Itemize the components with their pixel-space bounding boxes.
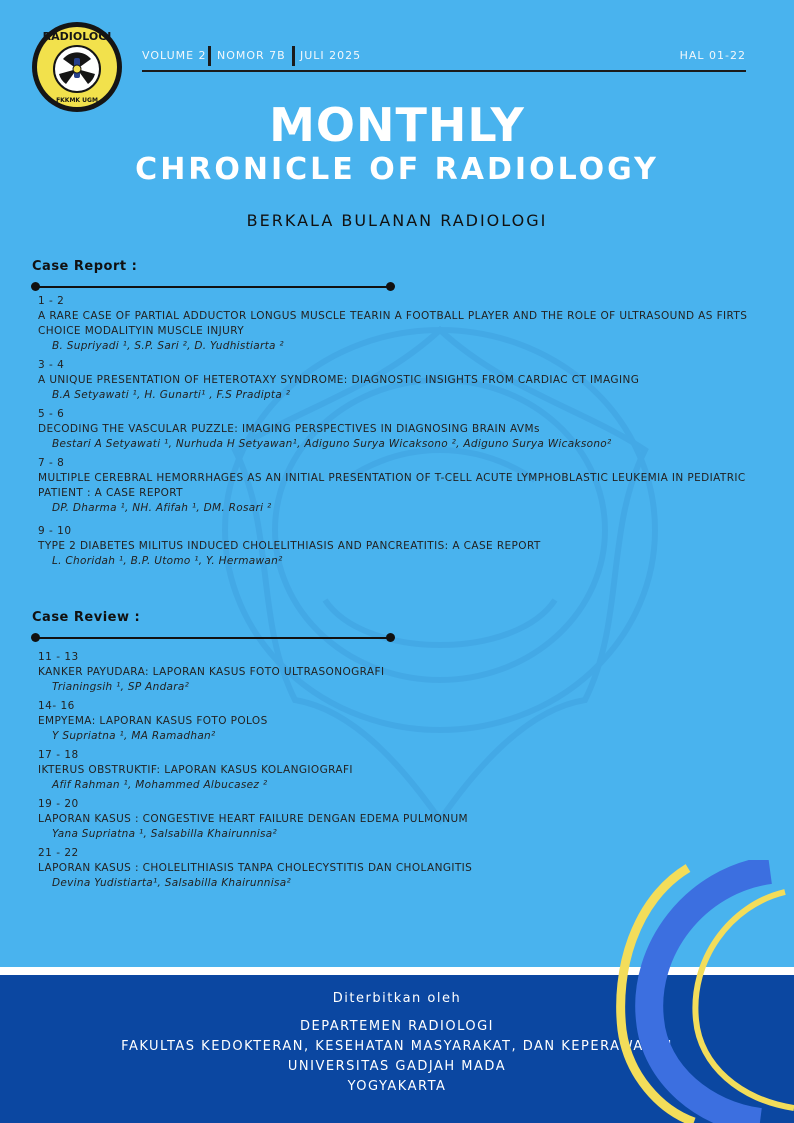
toc-pages: 11 - 13 <box>38 651 79 663</box>
toc-entry[interactable] <box>38 407 758 452</box>
svg-text:RADIOLOGI: RADIOLOGI <box>42 30 112 43</box>
toc-title: A UNIQUE PRESENTATION OF HETEROTAXY SYNDROME: DIAGNOSTIC INSIGHTS FROM CARDIAC CT IMAGING <box>38 374 640 386</box>
toc-authors: Yana Supriatna ¹, Salsabilla Khairunnisa² <box>52 828 278 840</box>
rule-dot <box>386 282 395 291</box>
case-review-heading: Case Review : <box>32 610 141 625</box>
rule-dot <box>31 633 40 642</box>
toc-title: EMPYEMA: LAPORAN KASUS FOTO POLOS <box>38 715 268 727</box>
toc-authors: Trianingsih ¹, SP Andara² <box>52 681 190 693</box>
volume-label: VOLUME 2 <box>142 49 207 62</box>
publisher-faculty: FAKULTAS KEDOKTERAN, KESEHATAN MASYARAKAT, DAN KEPERAWATAN <box>121 1039 673 1054</box>
journal-title-line2: CHRONICLE OF RADIOLOGY <box>135 152 659 187</box>
toc-pages: 14- 16 <box>38 700 75 712</box>
rule-dot <box>31 282 40 291</box>
toc-entry[interactable] <box>38 456 758 516</box>
section-rule <box>34 637 390 639</box>
decorative-arcs <box>610 860 794 1123</box>
toc-authors: DP. Dharma ¹, NH. Afifah ¹, DM. Rosari ² <box>52 502 272 514</box>
toc-authors: L. Choridah ¹, B.P. Utomo ¹, Y. Hermawan² <box>52 555 283 567</box>
toc-entry[interactable] <box>38 294 758 354</box>
header-rule <box>142 70 746 72</box>
toc-title: LAPORAN KASUS : CHOLELITHIASIS TANPA CHOLECYSTITIS DAN CHOLANGITIS <box>38 862 473 874</box>
toc-pages: 19 - 20 <box>38 798 79 810</box>
case-review-list <box>38 650 758 895</box>
publisher-department: DEPARTEMEN RADIOLOGI <box>299 1019 495 1034</box>
publisher-city: YOGYAKARTA <box>347 1079 447 1094</box>
toc-pages: 7 - 8 <box>38 457 65 469</box>
toc-entry[interactable] <box>38 699 758 744</box>
toc-authors: Bestari A Setyawati ¹, Nurhuda H Setyawan¹, Adiguno Surya Wicaksono ², Adiguno Surya Wicaksono² <box>52 438 612 450</box>
toc-pages: 21 - 22 <box>38 847 79 859</box>
toc-title: LAPORAN KASUS : CONGESTIVE HEART FAILURE DENGAN EDEMA PULMONUM <box>38 813 469 825</box>
issue-date: JULI 2025 <box>300 49 362 62</box>
toc-pages: 9 - 10 <box>38 525 72 537</box>
toc-pages: 5 - 6 <box>38 408 65 420</box>
toc-title: TYPE 2 DIABETES MILITUS INDUCED CHOLELITHIASIS AND PANCREATITIS: A CASE REPORT <box>38 540 541 552</box>
rule-dot <box>386 633 395 642</box>
page-range: HAL 01-22 <box>679 49 746 62</box>
toc-entry[interactable] <box>38 524 758 569</box>
toc-pages: 3 - 4 <box>38 359 65 371</box>
publisher-university: UNIVERSITAS GADJAH MADA <box>287 1059 507 1074</box>
case-report-heading: Case Report : <box>32 259 138 274</box>
case-report-list <box>38 294 758 573</box>
toc-entry[interactable] <box>38 358 758 403</box>
toc-title: DECODING THE VASCULAR PUZZLE: IMAGING PERSPECTIVES IN DIAGNOSING BRAIN AVMs <box>38 423 540 435</box>
header-separator <box>292 46 295 66</box>
journal-subtitle: BERKALA BULANAN RADIOLOGI <box>246 211 548 230</box>
section-rule <box>34 286 390 288</box>
svg-text:FKKMK UGM: FKKMK UGM <box>56 97 98 104</box>
toc-title: IKTERUS OBSTRUKTIF: LAPORAN KASUS KOLANGIOGRAFI <box>38 764 353 776</box>
published-by-label: Diterbitkan oleh <box>332 991 462 1006</box>
toc-authors: Afif Rahman ¹, Mohammed Albucasez ² <box>52 779 268 791</box>
number-label: NOMOR 7B <box>217 49 286 62</box>
toc-title: KANKER PAYUDARA: LAPORAN KASUS FOTO ULTRASONOGRAFI <box>38 666 385 678</box>
toc-authors: B. Supriyadi ¹, S.P. Sari ², D. Yudhistiarta ² <box>52 340 284 352</box>
toc-pages: 1 - 2 <box>38 295 65 307</box>
toc-pages: 17 - 18 <box>38 749 79 761</box>
toc-authors: Devina Yudistiarta¹, Salsabilla Khairunnisa² <box>52 877 291 889</box>
toc-entry[interactable] <box>38 650 758 695</box>
toc-entry[interactable] <box>38 797 758 842</box>
toc-entry[interactable] <box>38 748 758 793</box>
toc-authors: B.A Setyawati ¹, H. Gunarti¹ , F.S Pradipta ² <box>52 389 291 401</box>
toc-title: A RARE CASE OF PARTIAL ADDUCTOR LONGUS MUSCLE TEARIN A FOOTBALL PLAYER AND THE ROLE OF ULTRASOUND AS FIRTS CHOICE MODALITYIN MUSCLE INJURY <box>38 310 748 337</box>
journal-title-line1: MONTHLY <box>269 98 525 152</box>
header-separator <box>208 46 211 66</box>
toc-title: MULTIPLE CEREBRAL HEMORRHAGES AS AN INITIAL PRESENTATION OF T-CELL ACUTE LYMPHOBLASTIC LEUKEMIA IN PEDIATRIC PATIENT : A CASE REPORT <box>38 472 746 499</box>
toc-authors: Y Supriatna ¹, MA Ramadhan² <box>52 730 216 742</box>
